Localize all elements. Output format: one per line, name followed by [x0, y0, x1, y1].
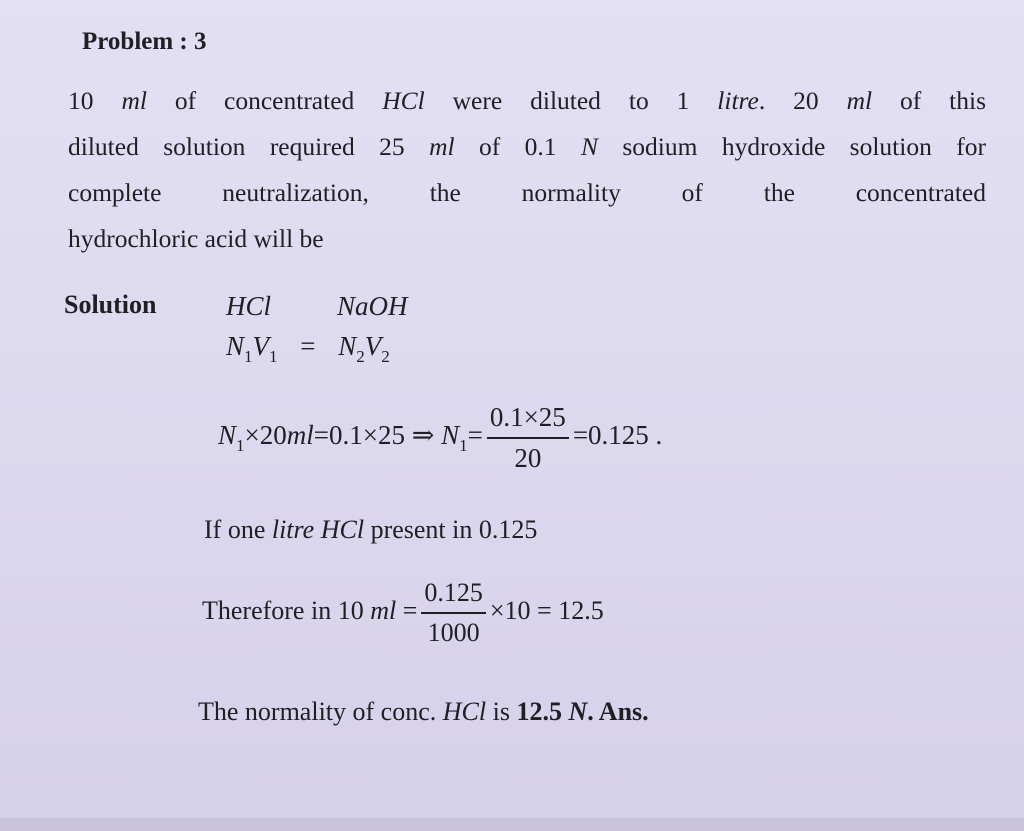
solution-label: Solution	[64, 290, 157, 319]
eq2-rhs-sub: 1	[459, 436, 468, 456]
eq1-n1-sub: 1	[244, 347, 253, 366]
conclusion-value: 12.5	[516, 697, 569, 726]
text-run-2: present in 0.125	[364, 515, 538, 544]
therefore-numerator: 0.125	[424, 578, 483, 607]
problem-heading: Problem : 3	[82, 28, 207, 55]
eq2-lhs-unit: ml	[286, 420, 314, 451]
therefore-denominator: 1000	[421, 612, 486, 648]
problem-line-1	[68, 78, 986, 124]
text-run-3: N	[580, 132, 598, 161]
text-run-6: . 20	[758, 86, 847, 115]
eq1-v2: V	[364, 331, 382, 361]
text-run-3: HCl	[382, 86, 425, 115]
therefore-mult: ×10	[489, 595, 531, 625]
equation-n1v1-n2v2	[226, 331, 390, 366]
eq2-lhs-rest: ×20	[244, 420, 287, 451]
text-run-1: litre HCl	[271, 515, 365, 544]
problem-statement	[68, 78, 986, 262]
text-run-2: of 0.1	[454, 132, 581, 161]
eq1-v1: V	[252, 331, 270, 361]
eq1-n1: N	[226, 331, 245, 361]
eq2-fraction	[487, 402, 569, 474]
text-run-4: sodium hydroxide solution for	[597, 132, 986, 161]
conclusion-hcl: HCl	[442, 697, 487, 726]
eq2-numerator: 0.1×25	[489, 402, 566, 432]
conclusion-unit: N	[568, 697, 588, 726]
text-run-0: diluted solution required 25	[68, 132, 430, 161]
eq1-n2-sub: 2	[356, 347, 365, 366]
text-run-1: ml	[121, 86, 147, 115]
text-run-0: If one	[204, 515, 272, 544]
text-run-0: 10	[68, 86, 122, 115]
text-run-8: of this	[872, 86, 987, 115]
conclusion-ans: . Ans.	[587, 697, 649, 726]
eq2-result: =0.125 .	[572, 420, 663, 451]
problem-line-2	[68, 124, 986, 170]
conclusion-line	[198, 697, 649, 727]
conclusion-pre: The normality of conc.	[198, 697, 443, 726]
text-run-7: ml	[846, 86, 873, 115]
eq2-lhs-sub: 1	[236, 436, 245, 456]
problem-line-3: complete neutralization, the normality of the concentrated	[68, 178, 986, 207]
text-run-5: litre	[717, 86, 759, 115]
eq1-n2: N	[338, 331, 357, 361]
eq2-lhs-n: N	[218, 420, 237, 451]
eq2-rhs-eq: =	[467, 420, 483, 451]
page-bottom-edge	[0, 818, 1024, 831]
eq2-rhs-n: N	[441, 420, 460, 451]
eq2-lhs-eq: =0.1×25 ⇒	[313, 420, 442, 451]
text-run-4: were diluted to 1	[424, 86, 718, 115]
therefore-unit: ml	[370, 595, 397, 625]
equation-therefore	[202, 578, 604, 648]
solution-column-naoh: NaOH	[337, 291, 408, 321]
text-run-2: of concentrated	[146, 86, 383, 115]
eq2-denominator: 20	[487, 437, 569, 474]
equation-normality-dilute	[218, 402, 662, 474]
problem-line-4: hydrochloric acid will be	[68, 224, 324, 253]
therefore-eq: =	[396, 595, 418, 625]
therefore-pre: Therefore in 10	[202, 595, 371, 625]
solution-column-hcl: HCl	[226, 291, 272, 321]
eq1-equals: =	[300, 331, 316, 361]
line-if-one-litre	[204, 515, 537, 545]
therefore-fraction	[421, 578, 486, 648]
eq1-v2-sub: 2	[381, 347, 390, 366]
therefore-result: = 12.5	[530, 595, 604, 625]
eq1-v1-sub: 1	[269, 347, 278, 366]
text-run-1: ml	[429, 132, 455, 161]
conclusion-mid: is	[486, 697, 517, 726]
